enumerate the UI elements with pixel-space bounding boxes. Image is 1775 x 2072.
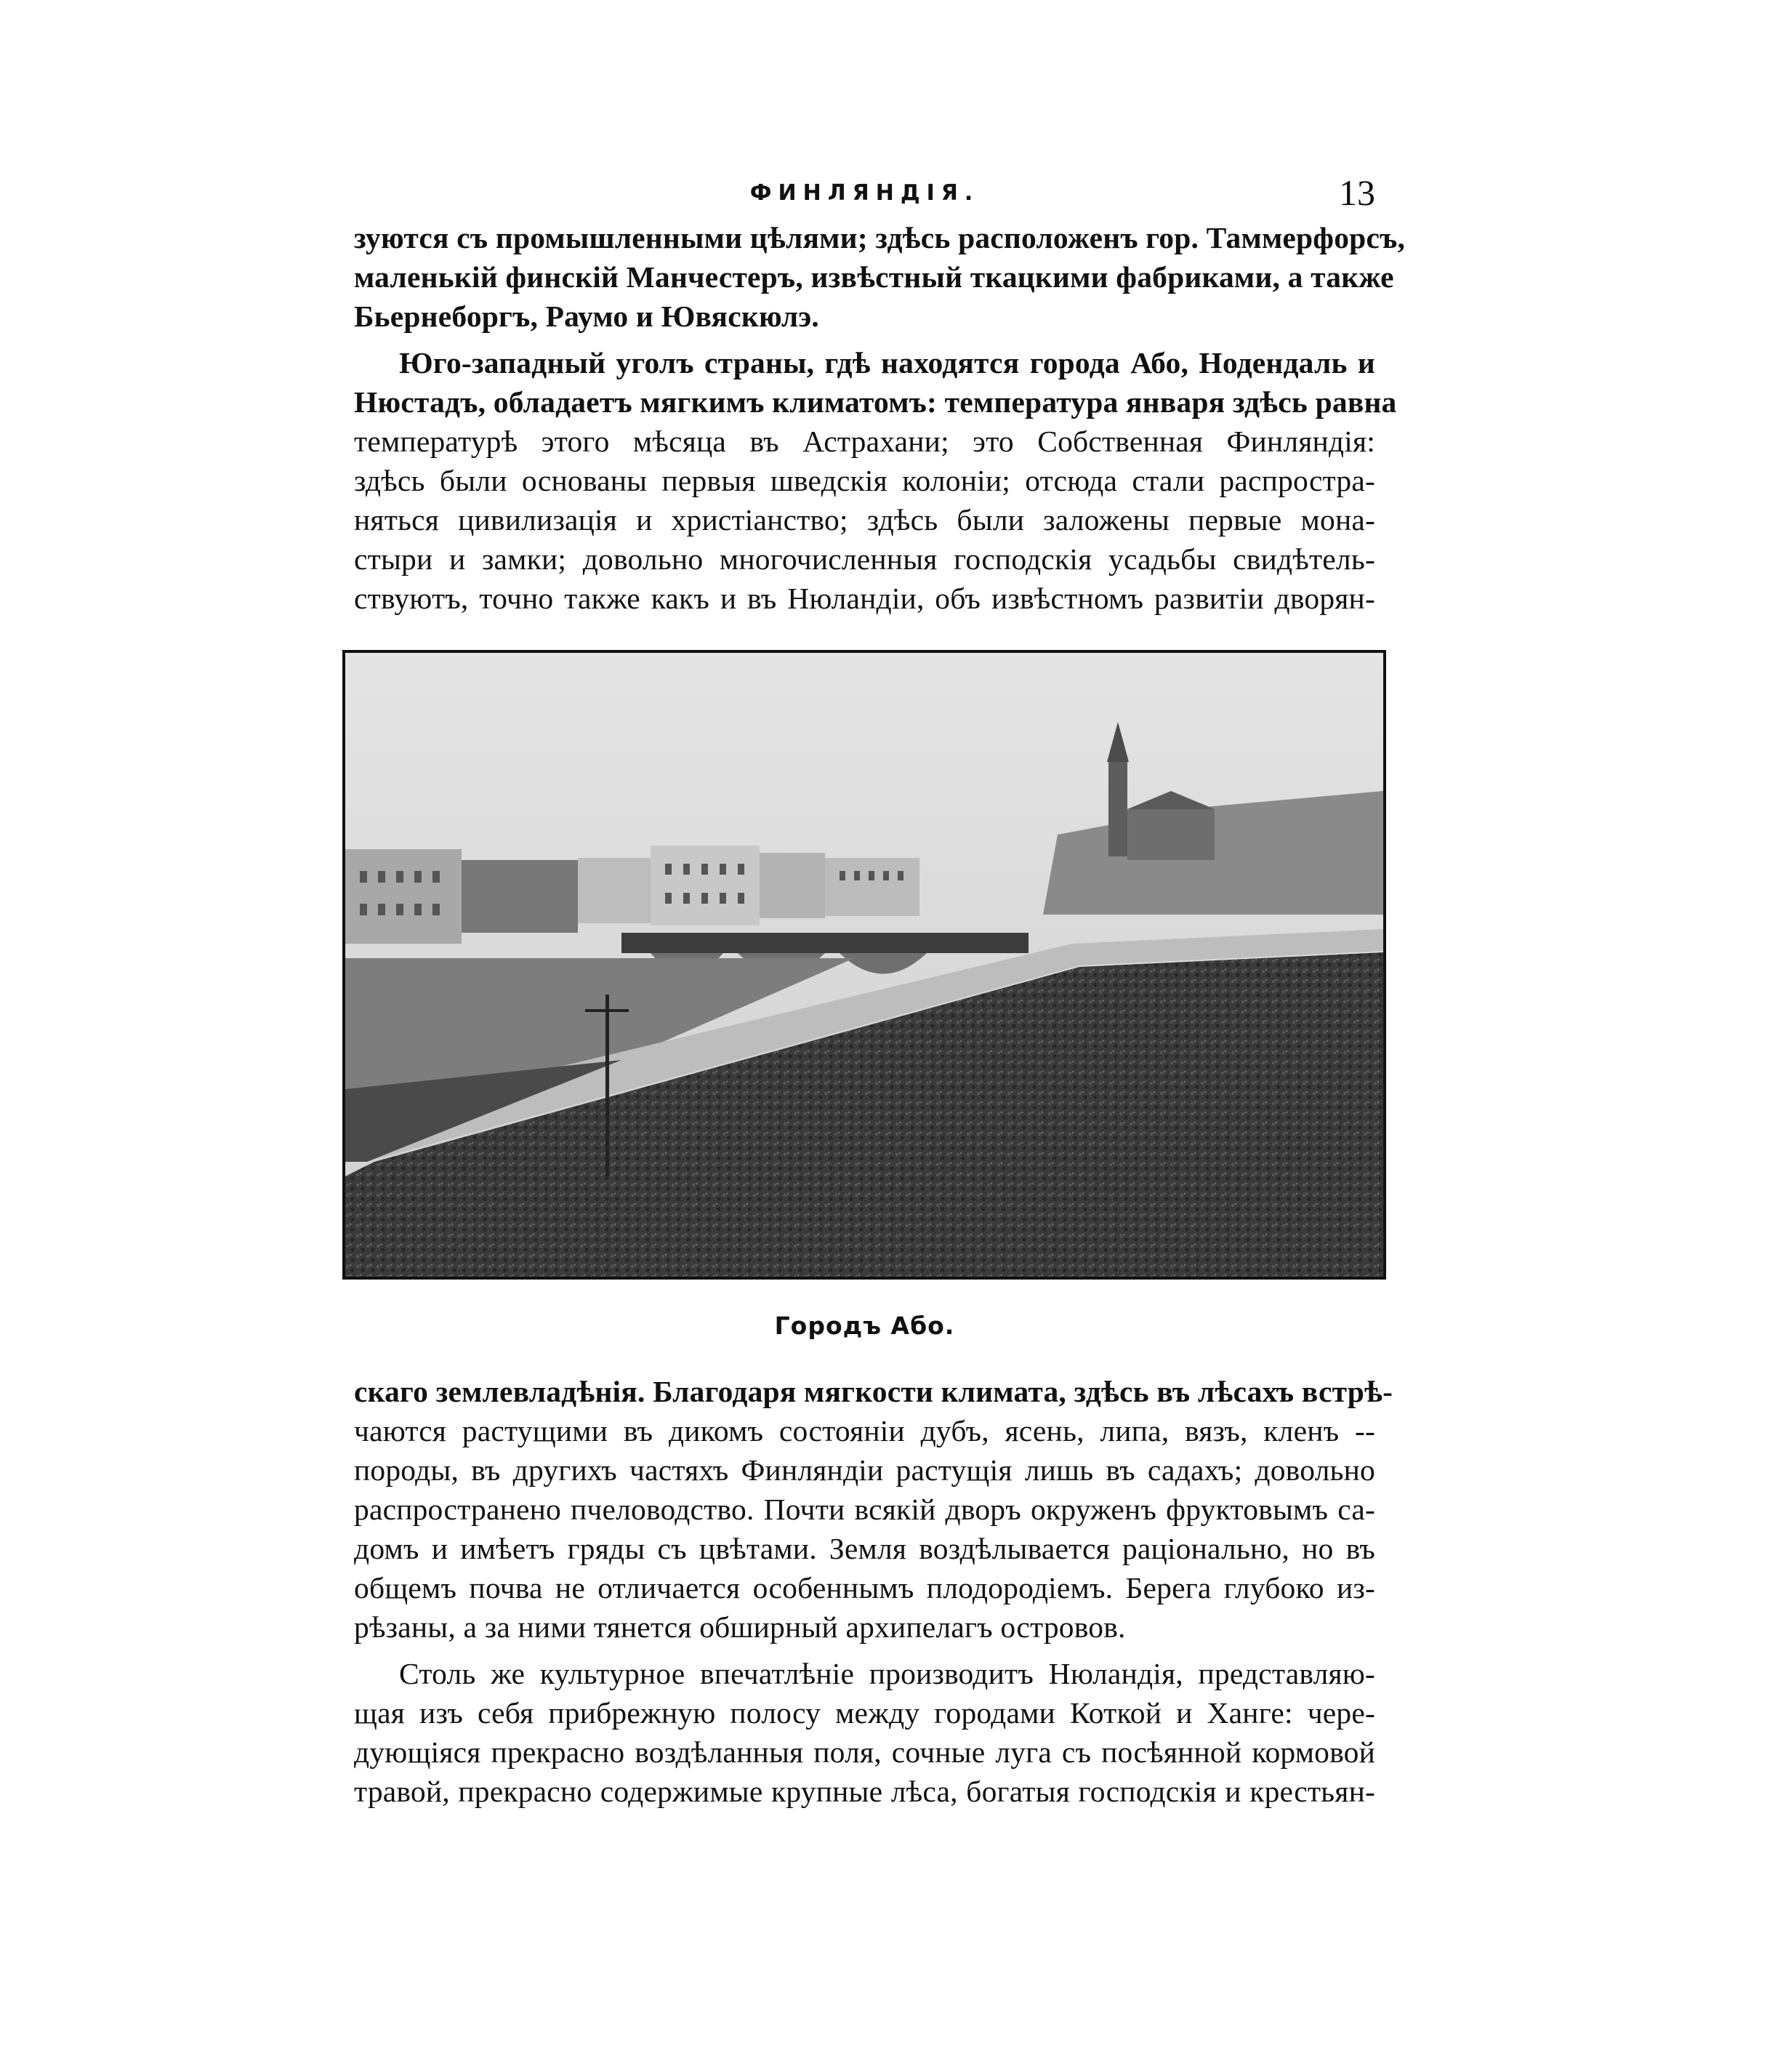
text-line: ствуютъ, точно также какъ и въ Нюландіи, объ извѣстномъ развитіи дворян- bbox=[354, 582, 1375, 615]
text-line: Столь же культурное впечатлѣніе производитъ Нюландія, представляю- bbox=[399, 1657, 1375, 1690]
running-head bbox=[354, 167, 1375, 218]
text-line: рѣзаны, а за ними тянется обширный архипелагъ островов. bbox=[354, 1610, 1126, 1644]
page-number: 13 bbox=[1339, 172, 1375, 213]
text-line: домъ и имѣетъ гряды съ цвѣтами. Земля воздѣлывается раціонально, но въ bbox=[354, 1532, 1375, 1565]
text-line: чаются растущими въ дикомъ состояніи дубъ, ясень, липа, вязъ, кленъ -- bbox=[354, 1414, 1375, 1447]
figure-caption: Городъ Або. bbox=[774, 1312, 955, 1340]
paragraph-1 bbox=[354, 218, 1406, 336]
text-line: травой, прекрасно содержимые крупные лѣса, богатыя господскія и крестьян- bbox=[354, 1775, 1375, 1808]
text-line: породы, въ другихъ частяхъ Финляндіи растущія лишь въ садахъ; довольно bbox=[354, 1453, 1375, 1487]
photo-illustration bbox=[345, 653, 1383, 1277]
text-line: здѣсь были основаны первыя шведскія колоніи; отсюда стали распростра- bbox=[354, 464, 1375, 497]
text-line: Юго-западный уголъ страны, гдѣ находятся города Або, Нодендаль и bbox=[399, 346, 1375, 380]
paragraph-2 bbox=[354, 343, 1397, 618]
text-line: маленькій финскій Манчестеръ, извѣстный ткацкими фабриками, а также bbox=[354, 260, 1394, 294]
text-line: скаго землевладѣнія. Благодаря мягкости климата, здѣсь въ лѣсахъ встрѣ- bbox=[354, 1375, 1393, 1408]
paragraph-4 bbox=[354, 1654, 1375, 1811]
text-line: распространено пчеловодство. Почти всякій дворъ окруженъ фруктовымъ са- bbox=[354, 1493, 1375, 1526]
text-line: Бьернеборгъ, Раумо и Ювяскюлэ. bbox=[354, 300, 820, 333]
text-line: температурѣ этого мѣсяца въ Астрахани; это Собственная Финляндія: bbox=[354, 425, 1375, 458]
page bbox=[354, 167, 1406, 1811]
text-line: Нюстадъ, обладаетъ мягкимъ климатомъ: температура января здѣсь равна bbox=[354, 385, 1397, 419]
paragraph-3 bbox=[354, 1372, 1393, 1647]
text-line: стыри и замки; довольно многочисленныя господскія усадьбы свидѣтель- bbox=[354, 542, 1375, 576]
text-line: дующіяся прекрасно воздѣланныя поля, сочные луга съ посѣянной кормовой bbox=[354, 1735, 1375, 1769]
text-line: няться цивилизація и христіанство; здѣсь были заложены первые мона- bbox=[354, 503, 1375, 537]
photo-city-abo bbox=[342, 650, 1386, 1280]
text-line: щая изъ себя прибрежную полосу между городами Коткой и Ханге: чере- bbox=[354, 1696, 1375, 1730]
text-line: зуются съ промышленными цѣлями; здѣсь расположенъ гор. Таммерфорсъ, bbox=[354, 221, 1406, 254]
text-line: общемъ почва не отличается особеннымъ плодородіемъ. Берега глубоко из- bbox=[354, 1571, 1375, 1605]
running-title: ФИНЛЯНДІЯ. bbox=[749, 180, 980, 206]
